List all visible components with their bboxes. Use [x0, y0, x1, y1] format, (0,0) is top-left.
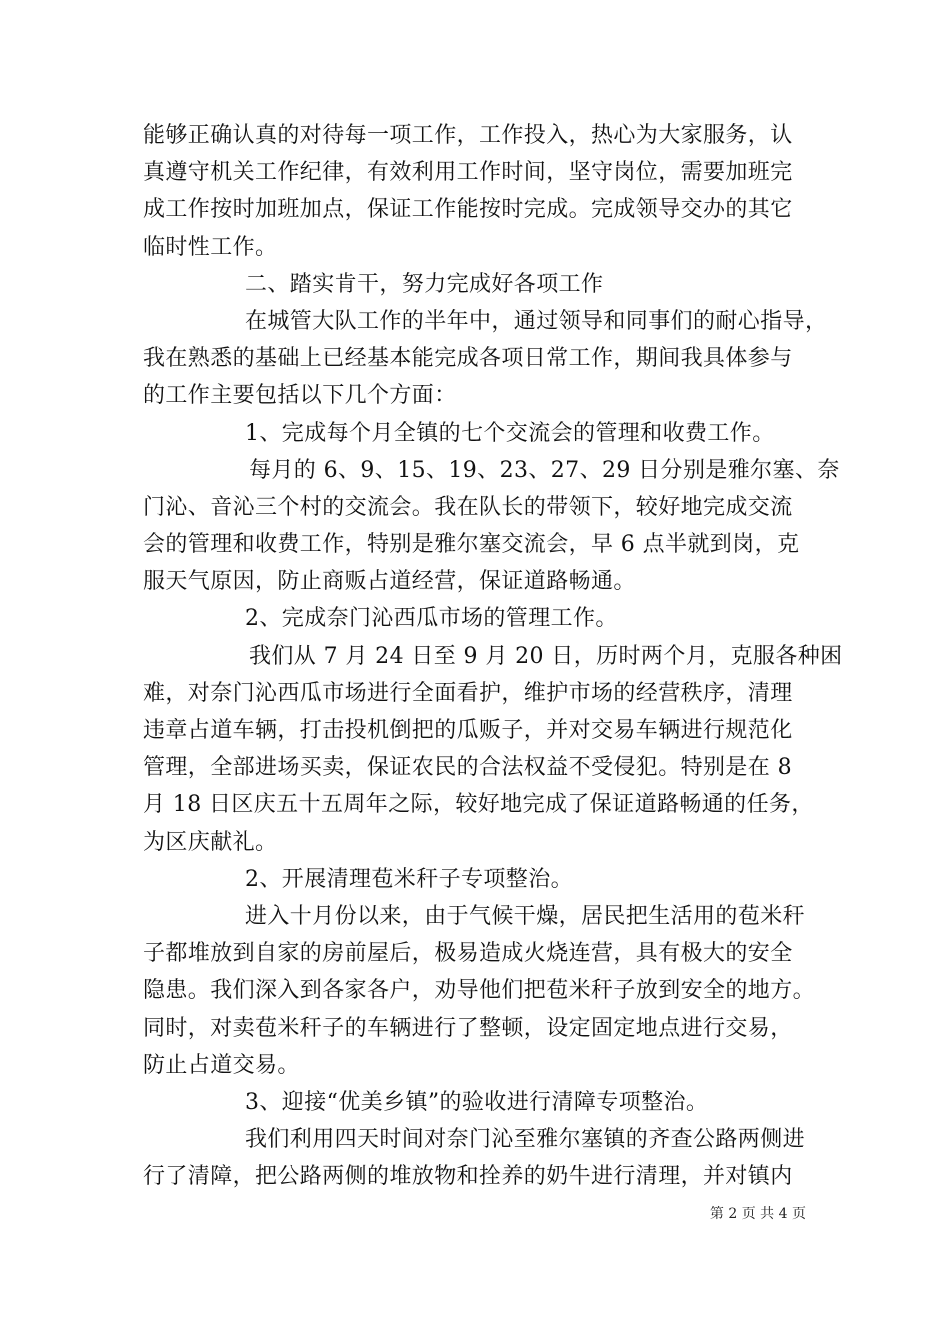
text-line: 违章占道车辆，打击投机倒把的瓜贩子，并对交易车辆进行规范化: [143, 718, 793, 743]
text-line: 临时性工作。: [143, 234, 278, 260]
text-line: 会的管理和收费工作，特别是雅尔塞交流会，早 6 点半就到岗，克: [143, 532, 800, 558]
text-line: 难，对奈门沁西瓜市场进行全面看护，维护市场的经营秩序，清理: [143, 680, 793, 706]
text-line: 行了清障，把公路两侧的堆放物和拴养的奶牛进行清理，并对镇内: [143, 1164, 793, 1190]
section-heading: 二、踏实肯干，努力完成好各项工作: [245, 271, 604, 297]
text-line: 同时，对卖苞米秆子的车辆进行了整顿，设定固定地点进行交易，: [143, 1015, 793, 1041]
text-line: 真遵守机关工作纪律，有效利用工作时间，坚守岗位，需要加班完: [143, 160, 793, 186]
paragraph-start: 我们从 7 月 24 日至 9 月 20 日，历时两个月，克服各种困: [249, 643, 843, 669]
text-line: 防止占道交易。: [143, 1052, 300, 1078]
text-line: 的工作主要包括以下几个方面：: [143, 383, 457, 409]
subsection-heading: 3、迎接“优美乡镇”的验收进行清障专项整治。: [245, 1089, 709, 1115]
text-line: 我在熟悉的基础上已经基本能完成各项日常工作，期间我具体参与: [143, 346, 793, 372]
text-line: 管理，全部进场买卖，保证农民的合法权益不受侵犯。特别是在 8: [143, 755, 792, 781]
subsection-heading: 2、完成奈门沁西瓜市场的管理工作。: [245, 606, 618, 632]
text-line: 成工作按时加班加点，保证工作能按时完成。完成领导交办的其它: [143, 197, 793, 223]
subsection-heading: 2、开展清理苞米秆子专项整治。: [245, 866, 573, 892]
document-body: [143, 117, 843, 1195]
paragraph-start: 每月的 6、9、15、19、23、27、29 日分别是雅尔塞、奈: [249, 457, 840, 483]
text-line: 月 18 日区庆五十五周年之际，较好地完成了保证道路畅通的任务，: [143, 792, 814, 818]
text-line: 隐患。我们深入到各家各户，劝导他们把苞米秆子放到安全的地方。: [143, 978, 816, 1004]
text-line: 门沁、音沁三个村的交流会。我在队长的带领下，较好地完成交流: [143, 494, 793, 520]
subsection-heading: 1、完成每个月全镇的七个交流会的管理和收费工作。: [245, 420, 775, 446]
text-line: 能够正确认真的对待每一项工作，工作投入，热心为大家服务，认: [143, 123, 793, 148]
paragraph-start: 进入十月份以来，由于气候干燥，居民把生活用的苞米秆: [245, 903, 806, 929]
text-line: 服天气原因，防止商贩占道经营，保证道路畅通。: [143, 569, 636, 595]
text-line: 子都堆放到自家的房前屋后，极易造成火烧连营，具有极大的安全: [143, 941, 793, 967]
page-number-footer: 第 2 页 共 4 页: [709, 1206, 806, 1222]
paragraph-start: 在城管大队工作的半年中，通过领导和同事们的耐心指导，: [245, 308, 828, 334]
text-line: 为区庆献礼。: [143, 829, 278, 855]
paragraph-start: 我们利用四天时间对奈门沁至雅尔塞镇的齐查公路两侧进: [245, 1127, 806, 1153]
